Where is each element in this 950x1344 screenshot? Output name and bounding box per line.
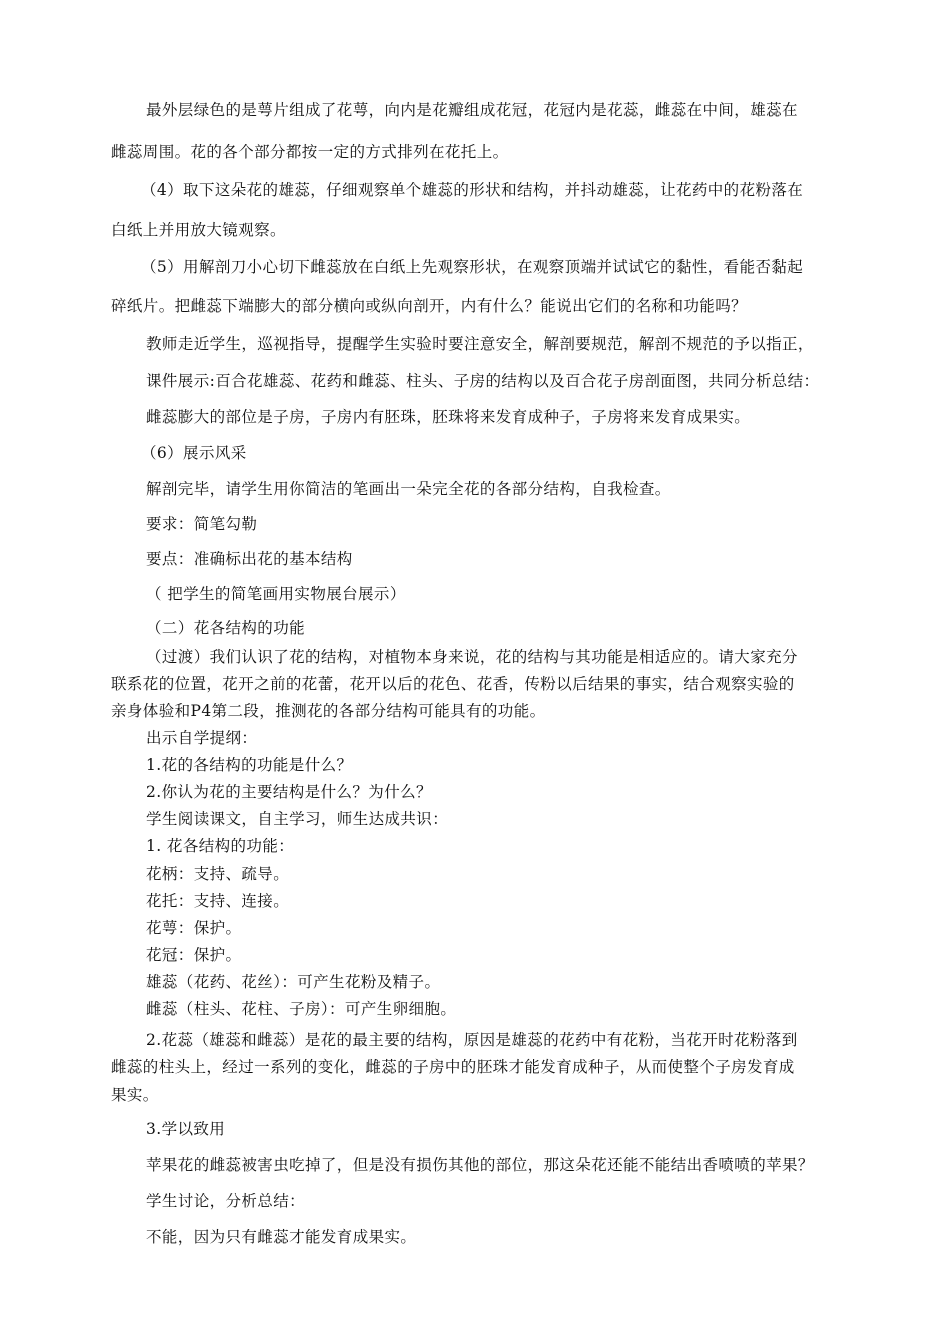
paragraph-line: 教师走近学生，巡视指导，提醒学生实验时要注意安全，解剖要规范，解剖不规范的予以指正， <box>146 335 814 353</box>
paragraph-line: 课件展示:百合花雄蕊、花药和雌蕊、柱头、子房的结构以及百合花子房剖面图，共同分析总结： <box>146 372 820 390</box>
paragraph-line: 学生阅读课文，自主学习，师生达成共识： <box>146 810 449 828</box>
paragraph-line: 雌蕊周围。花的各个部分都按一定的方式排列在花托上。 <box>111 143 509 161</box>
list-item: 花托：支持、连接。 <box>146 892 290 910</box>
paragraph-line: 白纸上并用放大镜观察。 <box>111 221 286 239</box>
paragraph-line: 亲身体验和P4第二段，推测花的各部分结构可能具有的功能。 <box>111 702 546 720</box>
paragraph-line: 碎纸片。把雌蕊下端膨大的部分横向或纵向剖开，内有什么？能说出它们的名称和功能吗？ <box>111 297 748 315</box>
list-item: 花萼：保护。 <box>146 919 242 937</box>
paragraph-line: 联系花的位置，花开之前的花蕾，花开以后的花色、花香，传粉以后结果的事实，结合观察实验的 <box>111 675 795 693</box>
paragraph-line: 雌蕊膨大的部位是子房，子房内有胚珠，胚珠将来发育成种子，子房将来发育成果实。 <box>146 408 751 426</box>
list-item: 花冠：保护。 <box>146 946 242 964</box>
section-heading: （6）展示风采 <box>141 444 247 462</box>
paragraph-line: 解剖完毕，请学生用你简洁的笔画出一朵完全花的各部分结构，自我检查。 <box>146 480 671 498</box>
paragraph-line: 出示自学提纲： <box>146 729 258 747</box>
list-item: 雄蕊（花药、花丝）：可产生花粉及精子。 <box>146 973 441 991</box>
paragraph-line: （5）用解剖刀小心切下雌蕊放在白纸上先观察形状，在观察顶端并试试它的黏性，看能否黏起 <box>141 258 804 276</box>
section-heading: 3.学以致用 <box>146 1120 226 1138</box>
paragraph-line: 果实。 <box>111 1086 159 1104</box>
paragraph-line: 最外层绿色的是萼片组成了花萼，向内是花瓣组成花冠，花冠内是花蕊，雌蕊在中间，雄蕊在 <box>146 101 798 119</box>
list-item: 花柄：支持、疏导。 <box>146 865 290 883</box>
list-item: 2.你认为花的主要结构是什么？为什么？ <box>146 783 432 801</box>
paragraph-line: 要点：准确标出花的基本结构 <box>146 550 353 568</box>
paragraph-line: （ 把学生的简笔画用实物展台展示） <box>146 585 406 603</box>
paragraph-line: 苹果花的雌蕊被害虫吃掉了，但是没有损伤其他的部位，那这朵花还能不能结出香喷喷的苹果？ <box>146 1156 814 1174</box>
paragraph-line: 2.花蕊（雄蕊和雌蕊）是花的最主要的结构，原因是雄蕊的花药中有花粉，当花开时花粉落到 <box>146 1031 798 1049</box>
paragraph-line: （过渡）我们认识了花的结构，对植物本身来说，花的结构与其功能是相适应的。请大家充分 <box>146 648 798 666</box>
paragraph-line: 要求：简笔勾勒 <box>146 515 258 533</box>
list-item: 1.花的各结构的功能是什么？ <box>146 756 353 774</box>
list-item: 雌蕊（柱头、花柱、子房）：可产生卵细胞。 <box>146 1000 457 1018</box>
paragraph-line: 不能，因为只有雌蕊才能发育成果实。 <box>146 1228 417 1246</box>
section-heading: （二）花各结构的功能 <box>146 619 306 637</box>
list-item: 1. 花各结构的功能： <box>146 837 295 855</box>
paragraph-line: 雌蕊的柱头上，经过一系列的变化，雌蕊的子房中的胚珠才能发育成种子，从而使整个子房发育成 <box>111 1058 795 1076</box>
paragraph-line: （4）取下这朵花的雄蕊，仔细观察单个雄蕊的形状和结构，并抖动雄蕊，让花药中的花粉落在 <box>141 181 804 199</box>
paragraph-line: 学生讨论，分析总结： <box>146 1192 306 1210</box>
